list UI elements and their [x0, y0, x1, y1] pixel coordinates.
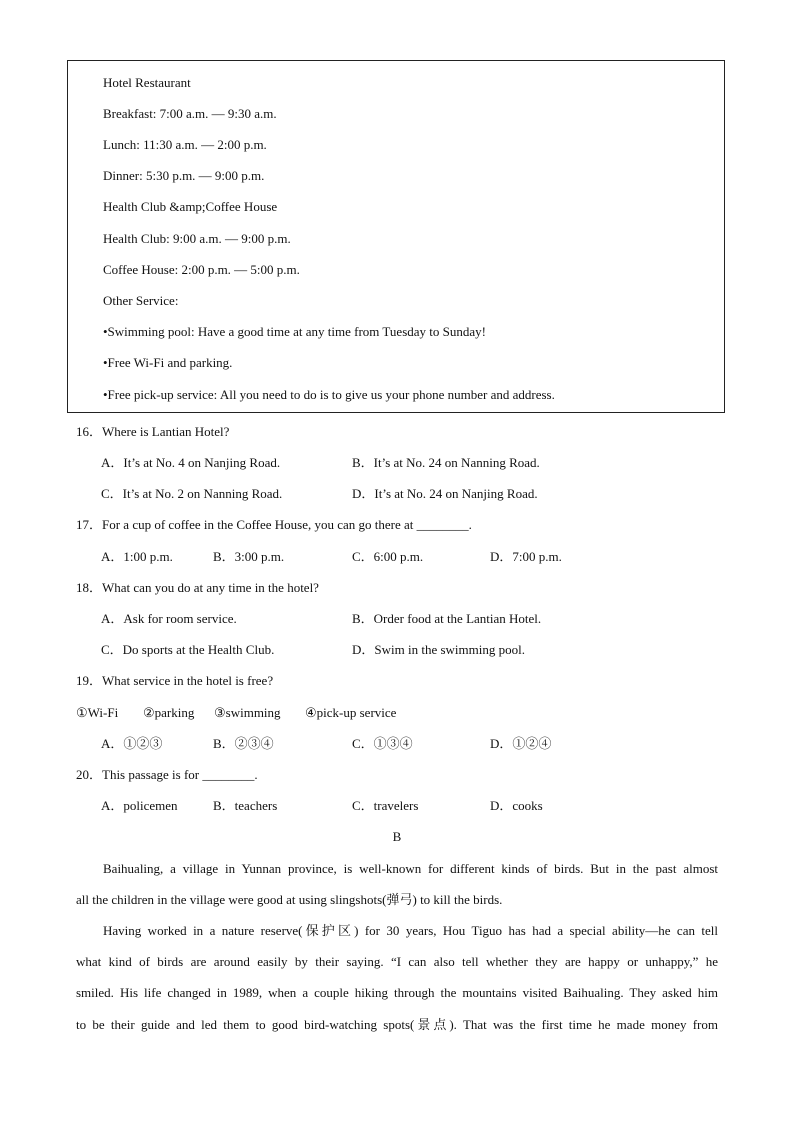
- passage-line: to be their guide and led them to good bird-watching spots(景点). That was the first time he made money from: [76, 1017, 718, 1032]
- q16-option-b: B．It’s at No. 24 on Nanning Road.: [352, 455, 540, 470]
- question-16-stem: 16．Where is Lantian Hotel?: [76, 424, 230, 439]
- question-17-stem: 17．For a cup of coffee in the Coffee House, you can go there at ________.: [76, 517, 472, 532]
- q19-item-4: ④pick-up service: [305, 705, 397, 720]
- passage-line: Baihualing, a village in Yunnan province, is well-known for different kinds of birds. But in the past almost: [103, 861, 718, 876]
- q20-option-b: B．teachers: [213, 798, 278, 813]
- notice-line: Other Service:: [103, 293, 179, 308]
- q20-option-d: D．cooks: [490, 798, 543, 813]
- section-b-heading: B: [392, 829, 402, 844]
- q19-item-2: ②parking: [143, 705, 195, 720]
- notice-line: Health Club &amp;Coffee House: [103, 199, 278, 214]
- q17-option-b: B．3:00 p.m.: [213, 549, 285, 564]
- passage-line: all the children in the village were good at using slingshots(弹弓) to kill the birds.: [76, 892, 503, 907]
- q19-option-a: A．①②③: [101, 736, 163, 751]
- q17-option-d: D．7:00 p.m.: [490, 549, 562, 564]
- question-18-stem: 18．What can you do at any time in the hotel?: [76, 580, 319, 595]
- q20-option-a: A．policemen: [101, 798, 178, 813]
- notice-line: Breakfast: 7:00 a.m. — 9:30 a.m.: [103, 106, 277, 121]
- q18-option-a: A．Ask for room service.: [101, 611, 237, 626]
- q19-item-1: ①Wi-Fi: [76, 705, 119, 720]
- question-20-stem: 20．This passage is for ________.: [76, 767, 258, 782]
- q19-item-3: ③swimming: [214, 705, 281, 720]
- q18-option-c: C．Do sports at the Health Club.: [101, 642, 275, 657]
- q18-option-d: D．Swim in the swimming pool.: [352, 642, 525, 657]
- notice-line: Hotel Restaurant: [103, 75, 191, 90]
- q17-option-c: C．6:00 p.m.: [352, 549, 424, 564]
- q19-option-c: C．①③④: [352, 736, 413, 751]
- notice-line: Health Club: 9:00 a.m. — 9:00 p.m.: [103, 231, 291, 246]
- q16-option-a: A．It’s at No. 4 on Nanjing Road.: [101, 455, 281, 470]
- notice-line: Dinner: 5:30 p.m. — 9:00 p.m.: [103, 168, 265, 183]
- q17-option-a: A．1:00 p.m.: [101, 549, 173, 564]
- q16-option-d: D．It’s at No. 24 on Nanjing Road.: [352, 486, 538, 501]
- notice-line: •Free Wi-Fi and parking.: [103, 355, 233, 370]
- q19-option-b: B．②③④: [213, 736, 274, 751]
- notice-line: •Free pick-up service: All you need to do is to give us your phone number and address.: [103, 387, 555, 402]
- passage-line: Having worked in a nature reserve(保护区) for 30 years, Hou Tiguo has had a special ability—he can tell: [103, 923, 718, 938]
- passage-line: what kind of birds are around easily by their saying. “I can also tell whether they are happy or unhappy,” he: [76, 954, 718, 969]
- passage-line: smiled. His life changed in 1989, when a couple hiking through the mountains visited Baihualing. They asked him: [76, 985, 718, 1000]
- notice-line: Lunch: 11:30 a.m. — 2:00 p.m.: [103, 137, 267, 152]
- notice-line: •Swimming pool: Have a good time at any time from Tuesday to Sunday!: [103, 324, 486, 339]
- q19-option-d: D．①②④: [490, 736, 552, 751]
- q20-option-c: C．travelers: [352, 798, 419, 813]
- notice-line: Coffee House: 2:00 p.m. — 5:00 p.m.: [103, 262, 300, 277]
- q18-option-b: B．Order food at the Lantian Hotel.: [352, 611, 542, 626]
- question-19-stem: 19．What service in the hotel is free?: [76, 673, 274, 688]
- q16-option-c: C．It’s at No. 2 on Nanning Road.: [101, 486, 283, 501]
